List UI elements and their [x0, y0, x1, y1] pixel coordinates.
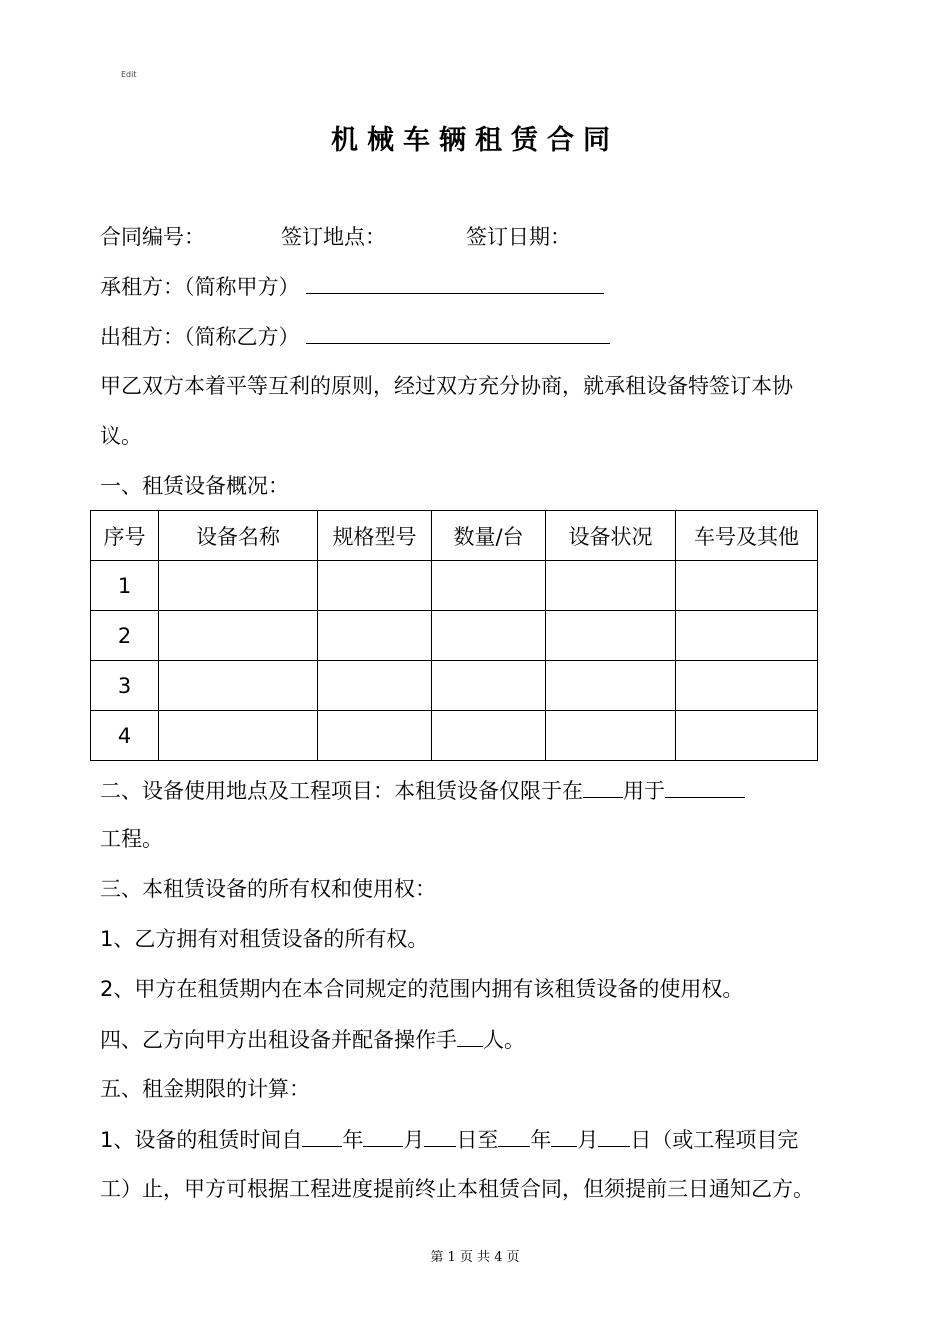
col-header-status: 设备状况	[546, 511, 676, 561]
lessee-blank[interactable]	[306, 271, 604, 294]
sign-date-label: 签订日期：	[466, 225, 571, 249]
equipment-table	[90, 510, 818, 761]
table-cell[interactable]	[159, 611, 318, 661]
table-cell[interactable]	[159, 561, 318, 611]
end-day-label: 日（或工程项目完	[630, 1128, 799, 1152]
section-3-item-2: 2、甲方在租赁期内在本合同规定的范围内拥有该租赁设备的使用权。	[100, 977, 744, 1001]
section-2-line-2: 工程。	[100, 827, 163, 851]
lessee-label: 承租方：（简称甲方）	[100, 275, 300, 299]
col-header-qty: 数量/台	[432, 511, 546, 561]
lessor-label: 出租方：（简称乙方）	[100, 325, 300, 349]
location-blank[interactable]	[583, 775, 623, 798]
row-number: 4	[91, 711, 159, 761]
operator-count-blank[interactable]	[457, 1024, 483, 1047]
table-cell[interactable]	[676, 561, 818, 611]
sign-place-label: 签订地点：	[281, 225, 386, 249]
intro-line-1: 甲乙双方本着平等互利的原则，经过双方充分协商，就承租设备特签订本协	[100, 374, 793, 398]
row-number: 3	[91, 661, 159, 711]
table-cell[interactable]	[318, 611, 432, 661]
section-5-heading: 五、租金期限的计算：	[100, 1077, 310, 1101]
day-to-label: 日至	[456, 1128, 499, 1152]
table-header-row	[91, 511, 818, 561]
col-header-no: 序号	[91, 511, 159, 561]
table-cell[interactable]	[676, 611, 818, 661]
year-label: 年	[342, 1128, 364, 1152]
project-blank[interactable]	[665, 775, 745, 798]
lessee-line	[100, 271, 604, 302]
header-mark: Edit	[121, 70, 137, 79]
table-cell[interactable]	[546, 561, 676, 611]
section-4-text: 四、乙方向甲方出租设备并配备操作手	[100, 1028, 457, 1052]
table-cell[interactable]	[676, 661, 818, 711]
table-cell[interactable]	[546, 661, 676, 711]
section-4-line	[100, 1024, 525, 1055]
table-row	[91, 661, 818, 711]
section-2-line	[100, 775, 745, 806]
end-year-blank[interactable]	[498, 1124, 530, 1147]
section-4-unit: 人。	[483, 1028, 525, 1052]
intro-line-2: 议。	[100, 424, 142, 448]
table-cell[interactable]	[676, 711, 818, 761]
start-day-blank[interactable]	[424, 1124, 456, 1147]
section-2-text: 二、设备使用地点及工程项目：本租赁设备仅限于在	[100, 779, 583, 803]
start-month-blank[interactable]	[363, 1124, 403, 1147]
section-3-heading: 三、本租赁设备的所有权和使用权：	[100, 877, 436, 901]
table-cell[interactable]	[546, 611, 676, 661]
contract-meta-line	[100, 222, 571, 252]
table-cell[interactable]	[432, 711, 546, 761]
start-year-blank[interactable]	[302, 1124, 342, 1147]
col-header-name: 设备名称	[159, 511, 318, 561]
table-row	[91, 611, 818, 661]
lessor-blank[interactable]	[306, 321, 610, 344]
end-day-blank[interactable]	[598, 1124, 630, 1147]
table-cell[interactable]	[432, 611, 546, 661]
end-year-label: 年	[530, 1128, 552, 1152]
section-3-item-1: 1、乙方拥有对租赁设备的所有权。	[100, 927, 429, 951]
month-label: 月	[403, 1128, 425, 1152]
table-row	[91, 561, 818, 611]
table-cell[interactable]	[318, 561, 432, 611]
section-5-item-1	[100, 1124, 798, 1155]
table-cell[interactable]	[318, 711, 432, 761]
col-header-model: 规格型号	[318, 511, 432, 561]
section-5-item-1-cont: 工）止，甲方可根据工程进度提前终止本租赁合同，但须提前三日通知乙方。	[100, 1177, 814, 1201]
section-1-heading: 一、租赁设备概况：	[100, 474, 289, 498]
table-cell[interactable]	[318, 661, 432, 711]
section-2-for: 用于	[623, 779, 665, 803]
term-from-label: 1、设备的租赁时间自	[100, 1128, 303, 1152]
table-cell[interactable]	[432, 661, 546, 711]
table-cell[interactable]	[546, 711, 676, 761]
row-number: 1	[91, 561, 159, 611]
page-title: 机械车辆租赁合同	[331, 125, 619, 156]
col-header-plate: 车号及其他	[676, 511, 818, 561]
table-cell[interactable]	[432, 561, 546, 611]
contract-no-label: 合同编号：	[100, 225, 205, 249]
row-number: 2	[91, 611, 159, 661]
page-footer: 第 1 页 共 4 页	[430, 1250, 520, 1265]
table-row	[91, 711, 818, 761]
end-month-blank[interactable]	[551, 1124, 577, 1147]
end-month-label: 月	[577, 1128, 599, 1152]
lessor-line	[100, 321, 610, 352]
table-cell[interactable]	[159, 711, 318, 761]
table-cell[interactable]	[159, 661, 318, 711]
